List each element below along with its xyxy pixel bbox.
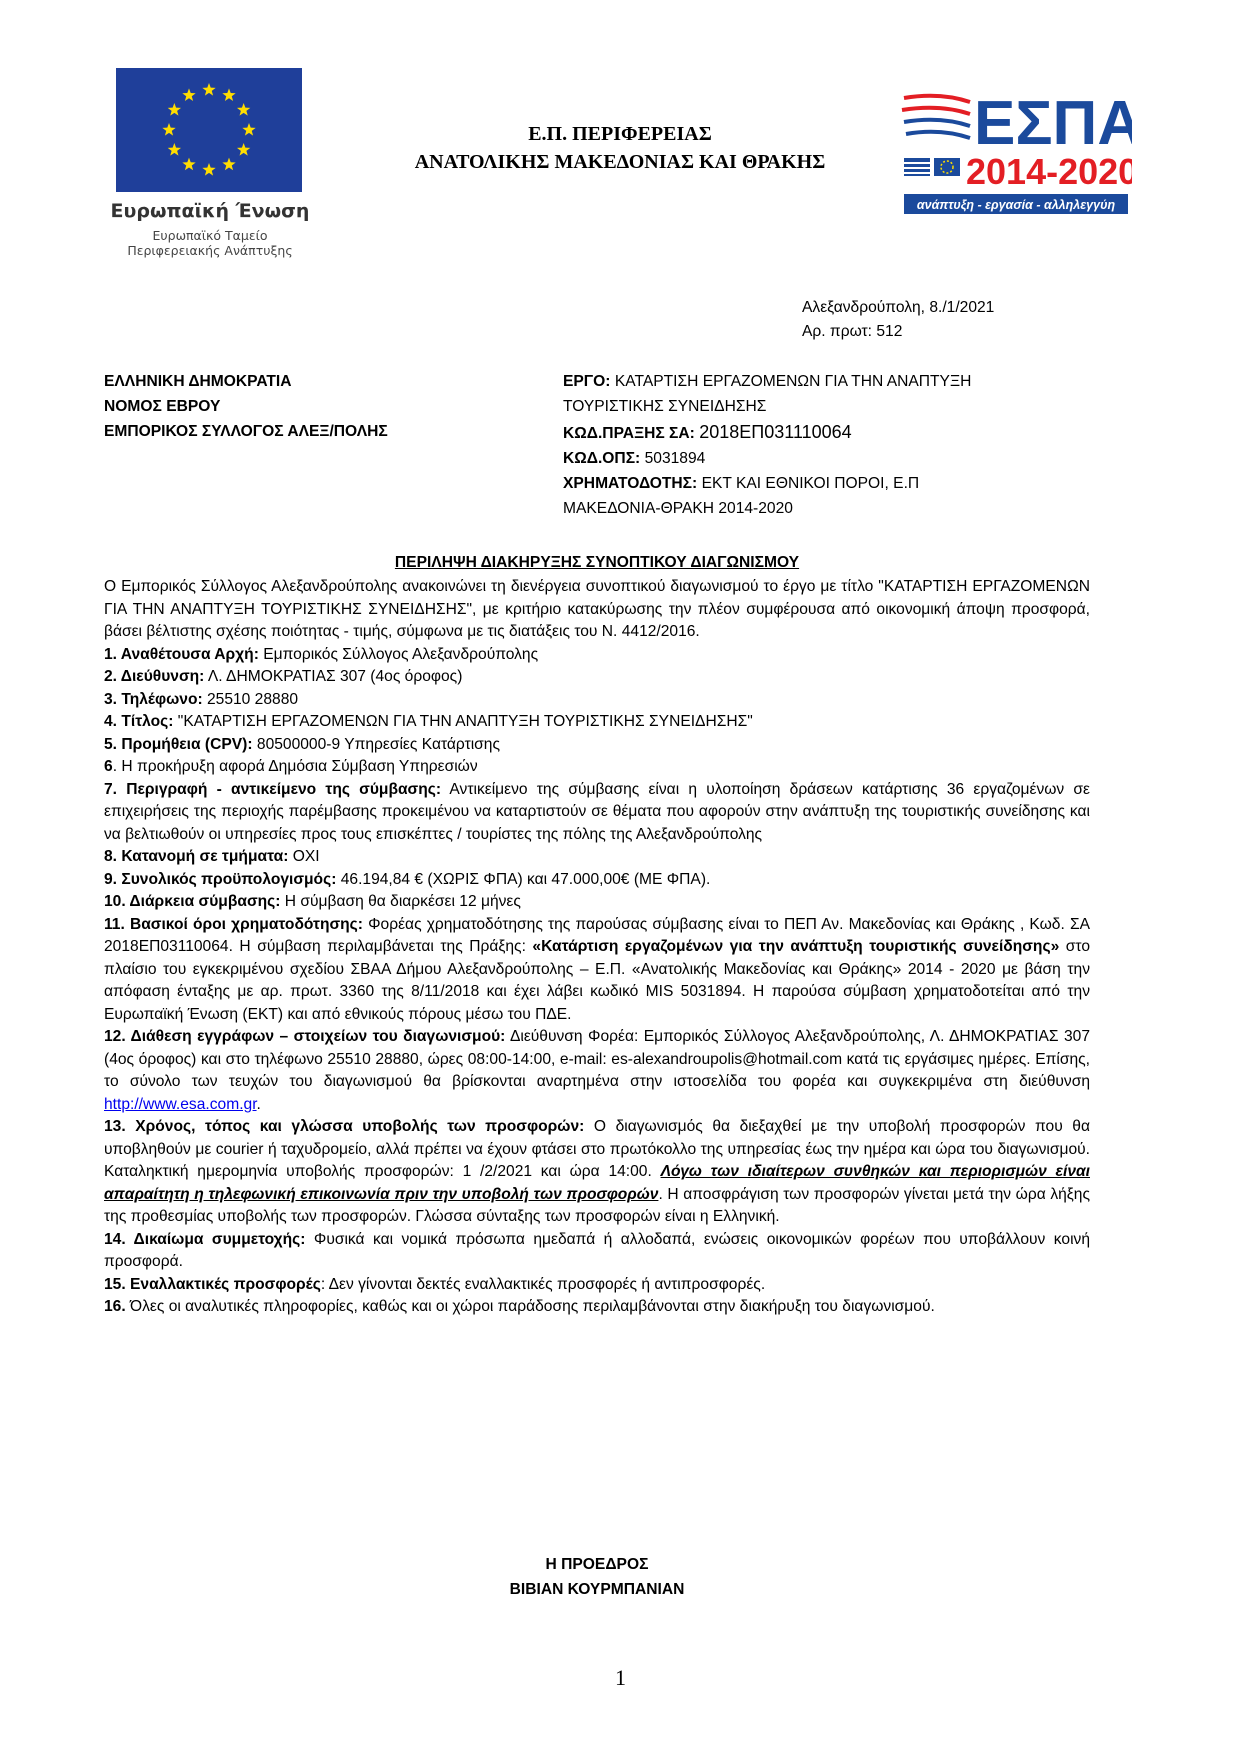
sender-line1: ΕΛΛΗΝΙΚΗ ΔΗΜΟΚΡΑΤΙΑ (104, 373, 292, 390)
item-9-text: 46.194,84 € (ΧΩΡΙΣ ΦΠΑ) και 47.000,00€ (ΜΕ ΦΠΑ). (336, 870, 711, 888)
item-10-text: Η σύμβαση θα διαρκέσει 12 μήνες (280, 893, 521, 910)
item-5 (104, 734, 1090, 757)
item-13-text-a: Ο διαγωνισμός θα διεξαχθεί με την υποβολή προσφορών που θα υποβληθούν με courier ή ταχυδρομείο, αλλά πρέπει να έχουν φτάσει στο πρωτόκολλο της υπηρεσίας έως την ημέρα και ώρα του διαγωνισμού. Καταληκτική ημερομηνία υποβολής προσφορών: 1 /2/2021 και ώρα 14:00. (104, 1118, 1090, 1180)
item-4 (104, 711, 1090, 734)
item-15-text: : Δεν γίνονται δεκτές εναλλακτικές προσφορές ή αντιπροσφορές. (320, 1275, 766, 1293)
item-8-label: 8. Κατανομή σε τμήματα: (104, 848, 289, 865)
item-7-label: 7. Περιγραφή - αντικείμενο της σύμβασης: (104, 780, 442, 798)
item-13-text-b: . Η αποσφράγιση των προσφορών γίνεται μετά την ώρα λήξης της προθεσμίας υποβολής των προσφορών. Γλώσσα σύνταξης των προσφορών είναι η Ελληνική. (104, 1185, 1090, 1225)
item-5-label: 5. Προμήθεια (CPV): (104, 735, 253, 753)
item-16 (104, 1296, 1090, 1319)
item-8 (104, 846, 1090, 869)
item-1 (104, 644, 1090, 667)
item-12-text: Διεύθυνση Φορέα: Εμπορικός Σύλλογος Αλεξανδρούπολης, Λ. ΔΗΜΟΚΡΑΤΙΑΣ 307 (4ος όροφος) και στο τηλέφωνο 25510 28880, ώρες 08:00-14:00, e-mail: es-alexandroupolis@hotmail.com κατά τις εργάσιμες ημέρες. Επίσης, το σύνολο των τευχών του διαγωνισμού θα βρίσκονται αναρτημένα στην ιστοσελίδα του φορέα και συγκεκριμένα στη διεύθυνση (104, 1028, 1091, 1090)
item-15-label: 15. Εναλλακτικές προσφορές (104, 1275, 321, 1293)
espa-logo (900, 84, 1132, 220)
item-13-warning: Λόγω των ιδιαίτερων συνθηκών και περιορισμών είναι απαραίτητη η τηλεφωνική επικοινωνία πριν την υποβολή των προσφορών (104, 1163, 1090, 1203)
notice-heading: ΠΕΡΙΛΗΨΗ ΔΙΑΚΗΡΥΞΗΣ ΣΥΝΟΠΤΙΚΟΥ ΔΙΑΓΩΝΙΣΜΟΥ (394, 554, 800, 571)
eu-star-icon (237, 103, 250, 116)
item-10-label: 10. Διάρκεια σύμβασης: (104, 893, 281, 910)
programme-title (360, 120, 880, 176)
eu-star-icon (202, 163, 215, 176)
item-12 (104, 1026, 1090, 1116)
item-15 (104, 1274, 1090, 1297)
item-13-label: 13. Χρόνος, τόπος και γλώσσα υποβολής των προσφορών: (104, 1118, 585, 1135)
item-8-text: ΟΧΙ (288, 848, 320, 865)
project-ergo-label: ΕΡΓΟ: (563, 373, 611, 390)
item-13 (104, 1116, 1090, 1229)
programme-title-line2: ΑΝΑΤΟΛΙΚΗΣ ΜΑΚΕΔΟΝΙΑΣ ΚΑΙ ΘΡΑΚΗΣ (414, 151, 826, 173)
eu-star-icon (242, 123, 255, 136)
eu-star-icon (182, 88, 195, 101)
signature-name: ΒΙΒΙΑΝ ΚΟΥΡΜΠΑΝΙΑΝ (509, 1581, 685, 1598)
item-3-text: 25510 28880 (202, 690, 299, 708)
eu-name: Ευρωπαϊκή Ένωση (110, 200, 310, 222)
project-code-value: 2018ΕΠ031110064 (699, 422, 852, 442)
sender-line3: ΕΜΠΟΡΙΚΟΣ ΣΥΛΛΟΓΟΣ ΑΛΕΞ/ΠΟΛΗΣ (104, 423, 388, 440)
eu-star-icon (202, 83, 215, 96)
item-9-label: 9. Συνολικός προϋπολογισμός: (104, 870, 337, 888)
eu-flag-logo (116, 68, 302, 192)
protocol-number: Αρ. πρωτ: 512 (802, 323, 903, 340)
item-16-label: 16. (104, 1298, 126, 1315)
project-ops (563, 449, 705, 469)
page-number: 1 (615, 1665, 626, 1690)
eu-star-icon (222, 88, 235, 101)
item-2-label: 2. Διεύθυνση: (104, 668, 205, 685)
website-link[interactable]: http://www.esa.com.gr (104, 1095, 257, 1113)
project-ops-value: 5031894 (644, 450, 706, 467)
item-4-label: 4. Τίτλος: (104, 713, 174, 730)
item-12-label: 12. Διάθεση εγγράφων – στοιχείων του διαγωνισμού: (104, 1028, 506, 1045)
eu-star-icon (237, 143, 250, 156)
item-14-text: Φυσικά και νομικά πρόσωπα ημεδαπά ή αλλοδαπά, ενώσεις οικονομικών φορέων που υποβάλλουν κοινή προσφορά. (104, 1230, 1091, 1270)
project-funder-value1: ΕΚΤ ΚΑΙ ΕΘΝΙΚΟΙ ΠΟΡΟΙ, Ε.Π (701, 475, 920, 492)
eu-label (110, 200, 310, 258)
notice-body (104, 576, 1090, 1319)
item-7 (104, 779, 1090, 847)
item-11-label: 11. Βασικοί όροι χρηματοδότησης: (104, 915, 363, 933)
project-ergo (563, 372, 971, 392)
eu-star-icon (182, 158, 195, 171)
eu-star-icon (168, 103, 181, 116)
project-ops-label: ΚΩΔ.ΟΠΣ: (563, 450, 641, 467)
signature-role: Η ΠΡΟΕΔΡΟΣ (545, 1556, 649, 1573)
item-6 (104, 756, 1090, 779)
item-14 (104, 1229, 1090, 1274)
item-5-text: 80500000-9 Υπηρεσίες Κατάρτισης (252, 735, 500, 753)
item-3 (104, 689, 1090, 712)
item-14-label: 14. Δικαίωμα συμμετοχής: (104, 1230, 306, 1248)
programme-title-line1: Ε.Π. ΠΕΡΙΦΕΡΕΙΑΣ (528, 123, 712, 145)
notice-intro: Ο Εμπορικός Σύλλογος Αλεξανδρούπολης ανακοινώνει τη διενέργεια συνοπτικού διαγωνισμού το έργο με τίτλο "ΚΑΤΑΡΤΙΣΗ ΕΡΓΑΖΟΜΕΝΩΝ ΓΙΑ ΤΗΝ ΑΝΑΠΤΥΞΗ ΤΟΥΡΙΣΤΙΚΗΣ ΣΥΝΕΙΔΗΣΗΣ", με κριτήριο κατακύρωσης την πλέον συμφέρουσα από οικονομική άποψη προσφορά, βάσει βέλτιστης σχέσης ποιότητας - τιμής, σύμφωνα με τις διατάξεις του Ν. 4412/2016. (104, 578, 1090, 640)
item-1-label: 1. Αναθέτουσα Αρχή: (104, 645, 259, 663)
project-ergo-value1: ΚΑΤΑΡΤΙΣΗ ΕΡΓΑΖΟΜΕΝΩΝ ΓΙΑ ΤΗΝ ΑΝΑΠΤΥΞΗ (614, 373, 972, 390)
item-11-text-b: στο πλαίσιο του εγκεκριμένου σχεδίου ΣΒΑΑ Δήμου Αλεξανδρούπολης – Ε.Π. «Ανατολικής Μακεδονίας και Θράκης» 2014 - 2020 με βάση την απόφαση ένταξης με αρ. πρωτ. 3360 της 8/11/2018 και έχει λάβει κωδικό MIS 5031894. Η παρούσα σύμβαση χρηματοδοτείται από την Ευρωπαϊκή Ένωση (ΕΚΤ) και από εθνικούς πόρους μέσω του ΠΔΕ. (104, 938, 1090, 1023)
eu-fund-line1: Ευρωπαϊκό Ταμείο (152, 228, 268, 243)
sender-line2: ΝΟΜΟΣ ΕΒΡΟΥ (104, 398, 221, 415)
item-12-end: . (256, 1095, 261, 1113)
item-2 (104, 666, 1090, 689)
item-3-label: 3. Τηλέφωνο: (104, 690, 203, 708)
project-funder-value2: ΜΑΚΕΔΟΝΙΑ-ΘΡΑΚΗ 2014-2020 (563, 500, 793, 517)
espa-tagline: ανάπτυξη - εργασία - αλληλεγγύη (916, 198, 1116, 212)
espa-years: 2014-2020 (966, 151, 1132, 192)
item-11 (104, 914, 1090, 1027)
item-6-text: . Η προκήρυξη αφορά Δημόσια Σύμβαση Υπηρεσιών (112, 758, 478, 775)
eu-star-icon (168, 143, 181, 156)
item-1-text: Εμπορικός Σύλλογος Αλεξανδρούπολης (258, 645, 539, 663)
eu-star-icon (162, 123, 175, 136)
eu-star-icon (222, 158, 235, 171)
project-code-label: ΚΩΔ.ΠΡΑΞΗΣ ΣΑ: (563, 425, 695, 442)
eu-fund-line2: Περιφερειακής Ανάπτυξης (127, 243, 293, 258)
item-4-text: "ΚΑΤΑΡΤΙΣΗ ΕΡΓΑΖΟΜΕΝΩΝ ΓΙΑ ΤΗΝ ΑΝΑΠΤΥΞΗ ΤΟΥΡΙΣΤΙΚΗΣ ΣΥΝΕΙΔΗΣΗΣ" (173, 713, 753, 730)
date-line: Αλεξανδρούπολη, 8./1/2021 (802, 299, 995, 316)
espa-swoosh-icon (902, 96, 970, 138)
espa-wordmark: ΕΣΠΑ (974, 89, 1132, 158)
project-funder (563, 474, 919, 494)
item-10 (104, 891, 1090, 914)
item-11-text-a: Φορέας χρηματοδότησης της παρούσας σύμβασης είναι το ΠΕΠ Αν. Μακεδονίας και Θράκης , Κωδ. ΣΑ 2018ΕΠ03110064. Η σύμβαση περιλαμβάνεται της Πράξης: (104, 915, 1090, 955)
item-7-text: Αντικείμενο της σύμβασης είναι η υλοποίηση δράσεων κατάρτισης 36 εργαζομένων σε επιχειρήσεις της περιοχής παρέμβασης προκειμένου να καταρτιστούν σε θέματα που αφορούν στην ανάπτυξη της τουριστικής συνείδησης και να βελτιωθούν οι υπηρεσίες προς τους επισκέπτες / τουρίστες της πόλης της Αλεξανδρούπολης (104, 780, 1091, 843)
item-16-text: Όλες οι αναλυτικές πληροφορίες, καθώς και οι χώροι παράδοσης περιλαμβάνονται στην διακήρυξη του διαγωνισμού. (125, 1298, 935, 1315)
project-ergo-value2: ΤΟΥΡΙΣΤΙΚΗΣ ΣΥΝΕΙΔΗΣΗΣ (563, 398, 767, 415)
item-9 (104, 869, 1090, 892)
item-11-action-title: «Κατάρτιση εργαζομένων για την ανάπτυξη τουριστικής συνείδησης» (532, 938, 1060, 955)
eu-stars-icon (116, 68, 302, 192)
project-code (563, 422, 852, 444)
item-2-text: Λ. ΔΗΜΟΚΡΑΤΙΑΣ 307 (4ος όροφος) (204, 668, 463, 685)
project-funder-label: ΧΡΗΜΑΤΟΔΟΤΗΣ: (563, 475, 698, 492)
item-6-label: 6 (104, 758, 113, 775)
